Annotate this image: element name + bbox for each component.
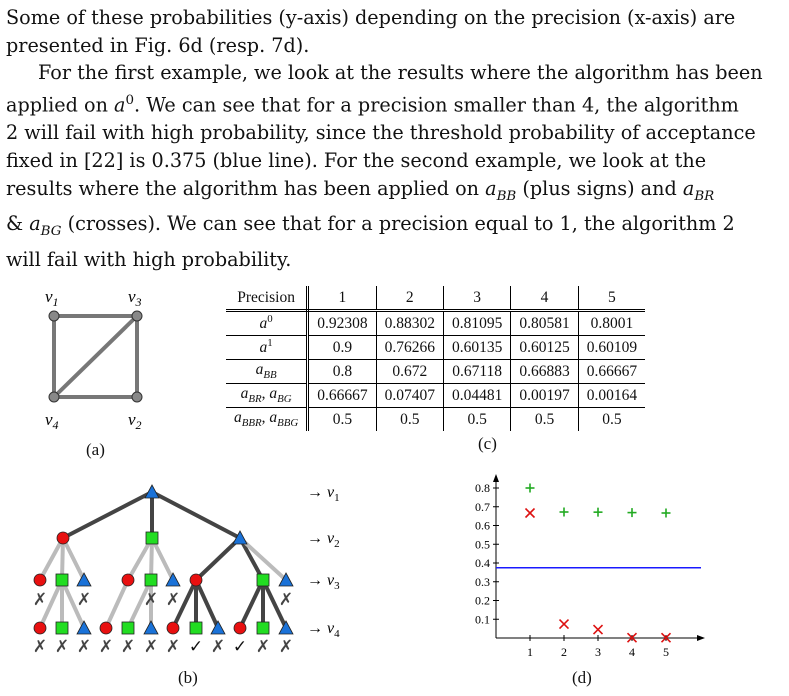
table-row bbox=[226, 311, 645, 336]
table-cell: 0.66667 bbox=[308, 384, 376, 408]
x-tick-label: 2 bbox=[561, 645, 567, 659]
tree-node-circle bbox=[167, 622, 179, 634]
tree-node-circle bbox=[122, 574, 134, 586]
fail-mark: ✗ bbox=[278, 590, 294, 609]
text-line: presented in Fig. 6d (resp. 7d). bbox=[6, 33, 310, 57]
tree-node-triangle bbox=[144, 621, 158, 634]
table-header-cell: 3 bbox=[443, 286, 510, 311]
tree-node-circle bbox=[34, 622, 46, 634]
table-cell: 0.66883 bbox=[511, 360, 578, 384]
fail-mark: ✗ bbox=[210, 637, 226, 656]
y-tick-label: 0.1 bbox=[475, 612, 490, 627]
probability-table bbox=[226, 286, 645, 431]
tree-edge bbox=[106, 580, 128, 628]
graph-vertex bbox=[49, 311, 59, 321]
figure-a-graph bbox=[0, 280, 200, 440]
table-cell: 0.07407 bbox=[376, 384, 443, 408]
text-line: For the first example, we look at the results where the algorithm has been bbox=[38, 61, 763, 84]
tree-node-triangle bbox=[77, 621, 91, 634]
y-axis-arrow bbox=[493, 474, 499, 482]
x-tick-label: 5 bbox=[663, 645, 669, 659]
tree-node-triangle bbox=[211, 621, 225, 634]
vertex-label-v3: $v_3$ bbox=[128, 287, 142, 309]
table-cell: 0.80581 bbox=[511, 311, 578, 336]
tree-node-circle bbox=[34, 574, 46, 586]
tree-node-triangle bbox=[77, 573, 91, 586]
success-mark: ✓ bbox=[232, 637, 248, 656]
y-tick-label: 0.6 bbox=[475, 518, 490, 533]
table-cell: 0.5 bbox=[578, 408, 645, 432]
fail-mark: ✗ bbox=[98, 637, 114, 656]
table-header-row bbox=[226, 286, 645, 311]
level-label: → $v_3$ bbox=[307, 572, 340, 592]
plus-marker bbox=[594, 508, 603, 517]
tree-node-triangle bbox=[166, 573, 180, 586]
table-cell: 0.5 bbox=[308, 408, 376, 432]
paragraph-2 bbox=[6, 59, 782, 274]
fail-mark: ✗ bbox=[143, 590, 159, 609]
text-line: will fail with high probability. bbox=[6, 247, 292, 271]
plus-marker bbox=[662, 508, 671, 517]
table-cell: 0.5 bbox=[376, 408, 443, 432]
fail-mark: ✗ bbox=[54, 637, 70, 656]
caption-c: (c) bbox=[478, 434, 497, 453]
tree-node-square bbox=[146, 532, 158, 544]
tree-node-circle bbox=[190, 574, 202, 586]
tree-node-square bbox=[56, 574, 68, 586]
fail-mark: ✗ bbox=[255, 637, 271, 656]
tree-node-circle bbox=[234, 622, 246, 634]
y-tick-label: 0.4 bbox=[475, 556, 490, 570]
plus-marker bbox=[560, 508, 569, 517]
table-row bbox=[226, 384, 645, 408]
table-cell: 0.60135 bbox=[443, 336, 510, 360]
table-cell: 0.60109 bbox=[578, 336, 645, 360]
graph-vertex bbox=[132, 311, 142, 321]
tree-node-square bbox=[122, 622, 134, 634]
level-label: → $v_4$ bbox=[307, 620, 340, 640]
fail-mark: ✗ bbox=[165, 590, 181, 609]
x-tick-label: 1 bbox=[527, 645, 533, 659]
table-cell: 0.8001 bbox=[578, 311, 645, 336]
graph-vertex bbox=[132, 392, 142, 402]
x-tick-label: 4 bbox=[629, 645, 635, 659]
figure-d-chart bbox=[450, 470, 710, 670]
caption-d: (d) bbox=[572, 668, 592, 687]
success-mark: ✓ bbox=[188, 637, 204, 656]
caption-b: (b) bbox=[178, 668, 198, 687]
fail-mark: ✗ bbox=[32, 590, 48, 609]
plus-marker bbox=[526, 484, 535, 493]
row-label: $a_{BB}$ bbox=[226, 360, 308, 384]
table-cell: 0.60125 bbox=[511, 336, 578, 360]
fail-mark: ✗ bbox=[278, 637, 294, 656]
table-cell: 0.67118 bbox=[443, 360, 510, 384]
y-tick-label: 0.5 bbox=[475, 537, 490, 552]
table-header-cell: 5 bbox=[578, 286, 645, 311]
y-tick-label: 0.3 bbox=[475, 574, 490, 589]
fail-mark: ✗ bbox=[76, 590, 92, 609]
table-header-cell: 4 bbox=[511, 286, 578, 311]
paragraph-1 bbox=[6, 4, 782, 60]
table-cell: 0.88302 bbox=[376, 311, 443, 336]
text-line: Some of these probabilities (y-axis) depending on the precision (x-axis) are bbox=[6, 6, 736, 29]
table-cell: 0.00164 bbox=[578, 384, 645, 408]
text-line: 2 will fail with high probability, since the threshold probability of acceptance bbox=[6, 120, 756, 144]
y-tick-label: 0.2 bbox=[475, 593, 490, 608]
vertex-label-v1: $v_1$ bbox=[45, 287, 59, 309]
caption-a: (a) bbox=[86, 440, 105, 459]
table-cell: 0.9 bbox=[308, 336, 376, 360]
fail-mark: ✗ bbox=[143, 637, 159, 656]
fail-mark: ✗ bbox=[76, 637, 92, 656]
table-cell: 0.92308 bbox=[308, 311, 376, 336]
text-line: & $a_{BG}$ (crosses). We can see that for a precision equal to 1, the algorithm 2 bbox=[6, 212, 735, 240]
row-label: $a^0$ bbox=[226, 311, 308, 336]
plus-marker bbox=[628, 508, 637, 517]
tree-edge bbox=[240, 580, 263, 628]
text-line: fixed in [22] is 0.375 (blue line). For the second example, we look at the bbox=[6, 148, 707, 172]
tree-edge bbox=[152, 492, 240, 538]
fail-mark: ✗ bbox=[120, 637, 136, 656]
table-row bbox=[226, 408, 645, 432]
tree-node-triangle bbox=[279, 621, 293, 634]
graph-vertex bbox=[49, 392, 59, 402]
graph-edge bbox=[54, 316, 137, 397]
fail-mark: ✗ bbox=[32, 637, 48, 656]
tree-node-circle bbox=[100, 622, 112, 634]
table-cell: 0.04481 bbox=[443, 384, 510, 408]
table-row bbox=[226, 336, 645, 360]
y-tick-label: 0.8 bbox=[475, 481, 490, 495]
x-axis-arrow bbox=[697, 635, 705, 641]
figure-b-tree bbox=[0, 470, 380, 670]
tree-node-square bbox=[257, 574, 269, 586]
vertex-label-v4: $v_4$ bbox=[45, 410, 59, 432]
table-header-cell: 2 bbox=[376, 286, 443, 311]
text-line: results where the algorithm has been applied on $a_{BB}$ (plus signs) and $a_{BR}$ bbox=[6, 176, 715, 204]
cross-marker bbox=[594, 625, 603, 634]
row-label: $a^1$ bbox=[226, 336, 308, 360]
tree-node-square bbox=[145, 574, 157, 586]
tree-node-square bbox=[257, 622, 269, 634]
tree-edge bbox=[63, 492, 152, 538]
tree-node-circle bbox=[57, 532, 69, 544]
tree-node-triangle bbox=[145, 485, 159, 498]
table-cell: 0.5 bbox=[443, 408, 510, 432]
level-label: → $v_2$ bbox=[307, 530, 340, 550]
cross-marker bbox=[526, 508, 535, 517]
table-cell: 0.672 bbox=[376, 360, 443, 384]
y-tick-label: 0.7 bbox=[475, 499, 490, 514]
row-label: $a_{BBR}$, $a_{BBG}$ bbox=[226, 408, 308, 432]
x-tick-label: 3 bbox=[595, 645, 601, 659]
table-header-cell: 1 bbox=[308, 286, 376, 311]
table-cell: 0.81095 bbox=[443, 311, 510, 336]
table-cell: 0.66667 bbox=[578, 360, 645, 384]
table-row bbox=[226, 360, 645, 384]
tree-node-square bbox=[190, 622, 202, 634]
table-cell: 0.8 bbox=[308, 360, 376, 384]
table-cell: 0.5 bbox=[511, 408, 578, 432]
tree-edge bbox=[196, 580, 218, 628]
row-label: $a_{BR}$, $a_{BG}$ bbox=[226, 384, 308, 408]
table-header-cell: Precision bbox=[226, 286, 308, 311]
text-line: applied on $a^0$. We can see that for a precision smaller than 4, the algorithm bbox=[6, 92, 739, 117]
tree-node-square bbox=[56, 622, 68, 634]
table-cell: 0.76266 bbox=[376, 336, 443, 360]
level-label: → $v_1$ bbox=[307, 484, 340, 504]
vertex-label-v2: $v_2$ bbox=[128, 410, 142, 432]
fail-mark: ✗ bbox=[165, 637, 181, 656]
cross-marker bbox=[560, 620, 569, 629]
table-cell: 0.00197 bbox=[511, 384, 578, 408]
